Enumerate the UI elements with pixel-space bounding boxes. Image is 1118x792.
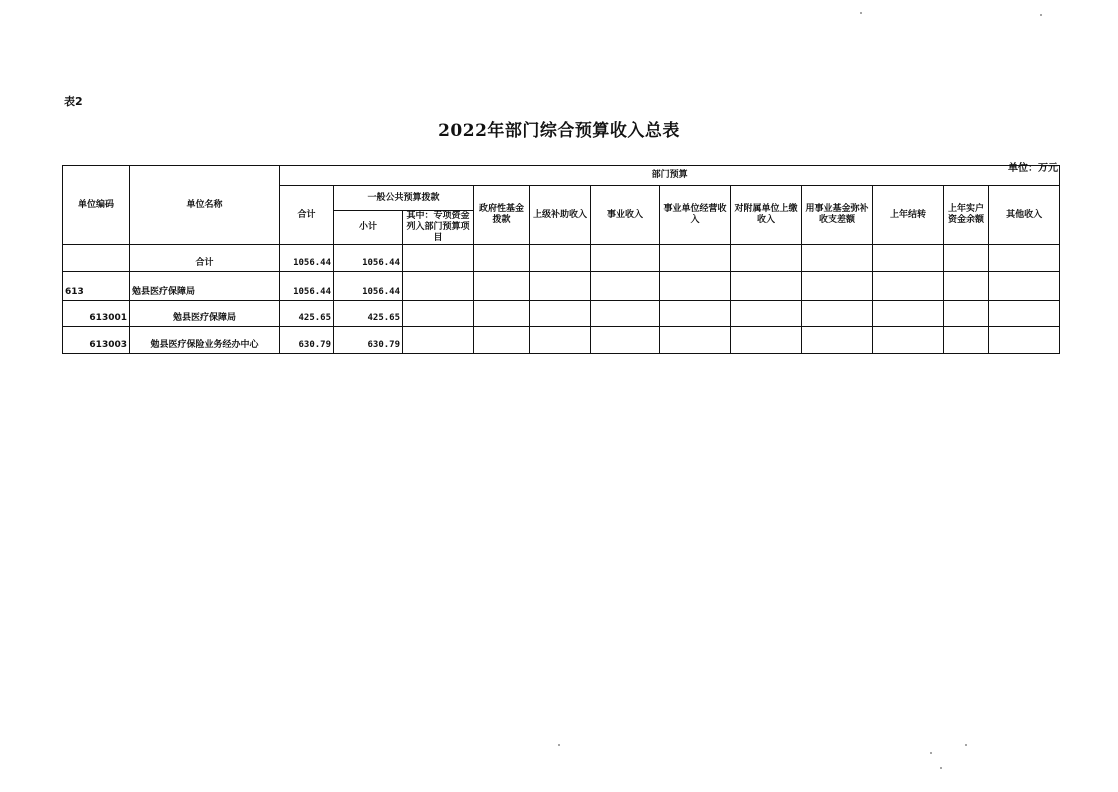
header-business-income: 事业收入	[591, 186, 660, 245]
cell-subtotal: 425.65	[334, 301, 403, 327]
header-special-fund: 其中：专项资金列入部门预算项目	[403, 211, 474, 245]
header-subsidiary-income: 对附属单位上缴收入	[731, 186, 802, 245]
header-last-year-carryover: 上年结转	[873, 186, 944, 245]
cell-total: 1056.44	[280, 245, 334, 272]
header-unit-name: 单位名称	[130, 166, 280, 245]
header-last-year-balance: 上年实户资金余额	[944, 186, 989, 245]
scan-speck	[1040, 14, 1042, 16]
page-title: 2022年部门综合预算收入总表	[438, 121, 680, 141]
table-number: 表2	[64, 95, 83, 108]
header-dept-budget: 部门预算	[280, 166, 1060, 186]
cell-total: 1056.44	[280, 272, 334, 301]
header-fund-compensation: 用事业基金弥补收支差额	[802, 186, 873, 245]
scan-speck	[965, 744, 967, 746]
cell-subtotal: 630.79	[334, 327, 403, 354]
cell-code: 613	[63, 272, 130, 301]
cell-subtotal: 1056.44	[334, 272, 403, 301]
table-row	[63, 272, 1060, 301]
table-row	[63, 245, 1060, 272]
header-unit-code: 单位编码	[63, 166, 130, 245]
header-general-budget: 一般公共预算拨款	[334, 186, 474, 211]
scan-speck	[930, 752, 932, 754]
scan-speck	[860, 12, 862, 14]
cell-total: 630.79	[280, 327, 334, 354]
header-gov-fund: 政府性基金拨款	[474, 186, 530, 245]
cell-code	[63, 245, 130, 272]
scan-speck	[558, 744, 560, 746]
header-business-operation: 事业单位经营收入	[660, 186, 731, 245]
cell-total: 425.65	[280, 301, 334, 327]
scan-speck	[940, 767, 942, 769]
cell-subtotal: 1056.44	[334, 245, 403, 272]
unit-label: 单位：万元	[1008, 163, 1058, 174]
cell-code: 613003	[63, 327, 130, 354]
budget-income-table	[62, 165, 1060, 354]
table-row	[63, 301, 1060, 327]
cell-code: 613001	[63, 301, 130, 327]
table-row	[63, 327, 1060, 354]
header-total: 合计	[280, 186, 334, 245]
header-subtotal: 小计	[334, 211, 403, 245]
cell-name: 合计	[130, 245, 280, 272]
header-other-income: 其他收入	[989, 186, 1060, 245]
cell-name: 勉县医疗保障局	[130, 272, 280, 301]
cell-name: 勉县医疗保障局	[130, 301, 280, 327]
header-superior-subsidy: 上级补助收入	[530, 186, 591, 245]
cell-name: 勉县医疗保险业务经办中心	[130, 327, 280, 354]
